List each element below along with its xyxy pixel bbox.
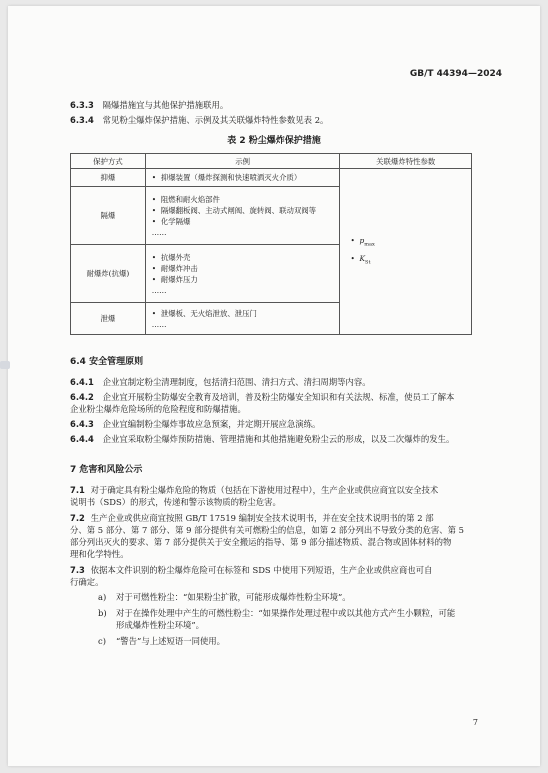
table-row bbox=[71, 169, 472, 187]
table-header-row bbox=[71, 154, 472, 169]
method-cell: 泄爆 bbox=[71, 303, 146, 335]
list-item-b: b) 对于在操作处理中产生的可燃性粉尘：“如果操作处理过程中或以其他方式产生小颗粒，可能 bbox=[98, 608, 456, 618]
header-method: 保护方式 bbox=[71, 154, 146, 169]
method-cell: 耐爆炸(抗爆) bbox=[71, 245, 146, 303]
clause-7-3-cont: 行确定。 bbox=[70, 577, 104, 587]
list-item-a: a) 对于可燃性粉尘：“如果粉尘扩散，可能形成爆炸性粉尘环境”。 bbox=[98, 592, 351, 602]
list-item-b-cont: 形成爆炸性粉尘环境”。 bbox=[116, 620, 205, 630]
clause-6-4-2: 6.4.2 企业宜开展粉尘防爆安全教育及培训，普及粉尘防爆安全知识和有关法规、标准，使员工了解本 bbox=[70, 392, 455, 402]
clause-7-1-cont: 说明书（SDS）的形式，传递和警示该物质的粉尘危害。 bbox=[70, 497, 281, 507]
list-item-c: c) “警告”与上述短语一同使用。 bbox=[98, 636, 226, 646]
standard-number: GB/T 44394—2024 bbox=[409, 69, 502, 79]
clause-6-3-4: 6.3.4 常见粉尘爆炸保护措施、示例及其关联爆炸特性参数见表 2。 bbox=[70, 115, 329, 125]
clause-7-2-cont: 部分列出灭火的要求、第 7 部分提供关于安全搬运的指导、第 9 部分描述物质、混合物或固体材料的物 bbox=[70, 537, 452, 547]
clause-7-2-cont: 分、第 5 部分、第 7 部分、第 9 部分提供有关可燃粉尘的信息，如第 2 部分列出不导致分类的危害、第 5 bbox=[70, 525, 464, 535]
examples-cell: • 泄爆板、无火焰泄放、泄压门 …… bbox=[145, 303, 340, 335]
protection-measures-table bbox=[70, 153, 472, 335]
header-params: 关联爆炸特性参数 bbox=[340, 154, 472, 169]
clause-6-4-2-cont: 企业粉尘爆炸危险场所的危险程度和防爆措施。 bbox=[70, 404, 246, 414]
clause-7-1: 7.1 对于确定具有粉尘爆炸危险的物质（包括在下游使用过程中），生产企业或供应商宜以安全技术 bbox=[70, 485, 439, 495]
document-page bbox=[8, 6, 540, 766]
clause-6-3-3: 6.3.3 隔爆措施宜与其他保护措施联用。 bbox=[70, 100, 229, 110]
params-cell: • $p_{max}$ • $K_{St}$ bbox=[340, 169, 472, 335]
clause-6-4-4: 6.4.4 企业宜采取粉尘爆炸预防措施、管理措施和其他措施避免粉尘云的形成，以及二次爆炸的发生。 bbox=[70, 434, 455, 444]
section-7-heading: 7 危害和风险公示 bbox=[70, 465, 143, 475]
section-6-4-heading: 6.4 安全管理原则 bbox=[70, 357, 144, 367]
clause-7-3: 7.3 依据本文件识别的粉尘爆炸危险可在标签和 SDS 中使用下列短语，生产企业或供应商也可自 bbox=[70, 565, 433, 575]
clause-6-4-1: 6.4.1 企业宜制定粉尘清理制度，包括清扫范围、清扫方式、清扫周期等内容。 bbox=[70, 377, 371, 387]
examples-cell: • 抗爆外壳 • 耐爆炸冲击 • 耐爆炸压力 …… bbox=[145, 245, 340, 303]
examples-cell: • 抑爆装置（爆炸探测和快速喷洒灭火介质） bbox=[145, 169, 340, 187]
table-title: 表 2 粉尘爆炸保护措施 bbox=[227, 136, 321, 146]
clause-7-2-cont: 理和化学特性。 bbox=[70, 549, 129, 559]
examples-cell: • 阻燃和耐火焰部件 • 隔爆翻板阀、主动式闸阀、旋转阀、联动双阀等 • 化学隔爆 …… bbox=[145, 187, 340, 245]
clause-7-2: 7.2 生产企业或供应商宜按照 GB/T 17519 编制安全技术说明书，并在安全技术说明书的第 2 部 bbox=[70, 513, 434, 523]
side-tab-handle[interactable] bbox=[0, 361, 10, 369]
clause-6-4-3: 6.4.3 企业宜编制粉尘爆炸事故应急预案，并定期开展应急演练。 bbox=[70, 419, 321, 429]
method-cell: 抑爆 bbox=[71, 169, 146, 187]
header-examples: 示例 bbox=[145, 154, 340, 169]
page-number: 7 bbox=[472, 718, 478, 727]
method-cell: 隔爆 bbox=[71, 187, 146, 245]
